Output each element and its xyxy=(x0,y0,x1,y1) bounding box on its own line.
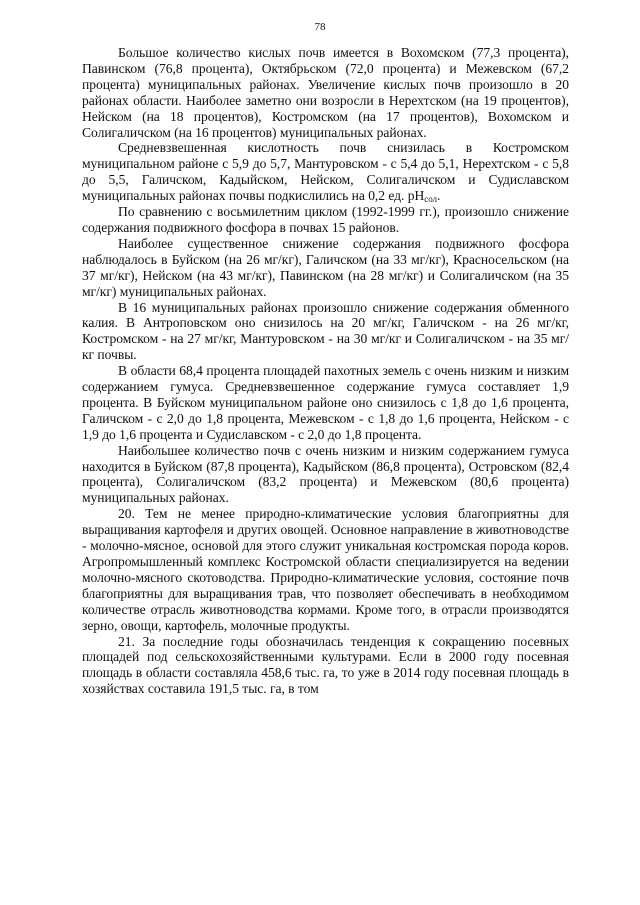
paragraph-humus-content: В области 68,4 процента площадей пахотных земель с очень низким и низким содержанием гумуса. Средневзвешенное содержание гумуса составляет 1,9 процента. В Буйском муниципальном районе оно снизилось с 1,8 до 1,6 процента, Галичском - с 2,0 до 1,8 процента, Межевском - с 1,8 до 1,6 процента, Нейском - с 1,9 до 1,6 процента и Судиславском - с 2,0 до 1,8 процента. xyxy=(82,363,569,442)
paragraph-humus-low: Наибольшее количество почв с очень низким и низким содержанием гумуса находится в Буйском (87,8 процента), Кадыйском (86,8 процента), Островском (82,4 процента), Солигаличском (83,2 процента) и Межевском (80,6 процента) муниципальных районах. xyxy=(82,442,569,506)
paragraph-soil-acidity xyxy=(82,140,569,204)
paragraph-phosphorus-decrease: Наиболее существенное снижение содержания подвижного фосфора наблюдалось в Буйском (на 26 мг/кг), Галичском (на 33 мг/кг), Красносельском (на 37 мг/кг), Нейском (на 43 мг/кг), Павинском (на 28 мг/кг) и Солигаличском (на 35 мг/кг) муниципальных районах. xyxy=(82,235,569,299)
paragraph-soil-acidity-text: Средневзвешенная кислотность почв снизилась в Костромском муниципальном районе с 5,9 до 5,7, Мантуровском - с 5,4 до 5,1, Нерехтском - с 5,8 до 5,5, Галичском, Кадыйском, Нейском, Солигаличском и Судиславском муниципальных районах почвы подкислились на 0,2 ед. pH xyxy=(82,140,569,204)
paragraph-soil-acidity-tail: . xyxy=(436,188,441,204)
paragraph-acidic-soils: Большое количество кислых почв имеется в Вохомском (77,3 процента), Павинском (76,8 процента), Октябрьском (72,0 процента) и Межевском (67,2 процента) муниципальных районах. Увеличение кислых почв произошло в 20 районах области. Наиболее заметно они возросли в Нерехтском (на 19 процентов), Нейском (на 18 процентов), Костромском (на 17 процентов), Вохомском и Солигаличском (на 16 процентов) муниципальных районах. xyxy=(82,45,569,140)
paragraph-potassium: В 16 муниципальных районах произошло снижение содержания обменного калия. В Антроповском оно снизилось на 20 мг/кг, Галичском - на 26 мг/кг, Костромском - на 27 мг/кг, Мантуровском - на 30 мг/кг и Солигаличском - на 35 мг/кг почвы. xyxy=(82,299,569,363)
ph-subscript: сол xyxy=(424,194,437,205)
paragraph-item-20: 20. Тем не менее природно-климатические условия благоприятны для выращивания картофеля и других овощей. Основное направление в животноводстве - молочно-мясное, основой для этого служит уникальная костромская порода коров. Агропромышленный комплекс Костромской области специализируется на ведении молочно-мясного скотоводства. Природно-климатические условия, состояние почв благоприятны для выращивания трав, что позволяет обеспечивать в необходимом количестве отрасль животноводства кормами. Кроме того, в отрасли производятся зерно, овощи, картофель, молочные продукты. xyxy=(82,506,569,633)
page-number: 78 xyxy=(314,21,326,33)
paragraph-item-21: 21. За последние годы обозначилась тенденция к сокращению посевных площадей под сельскохозяйственными культурами. Если в 2000 году посевная площадь в области составляла 458,6 тыс. га, то уже в 2014 году посевная площадь в хозяйствах составила 191,5 тыс. га, в том xyxy=(82,633,569,697)
body-text xyxy=(82,45,569,697)
paragraph-phosphorus-cycle: По сравнению с восьмилетним циклом (1992-1999 гг.), произошло снижение содержания подвижного фосфора в почвах 15 районов. xyxy=(82,204,569,235)
